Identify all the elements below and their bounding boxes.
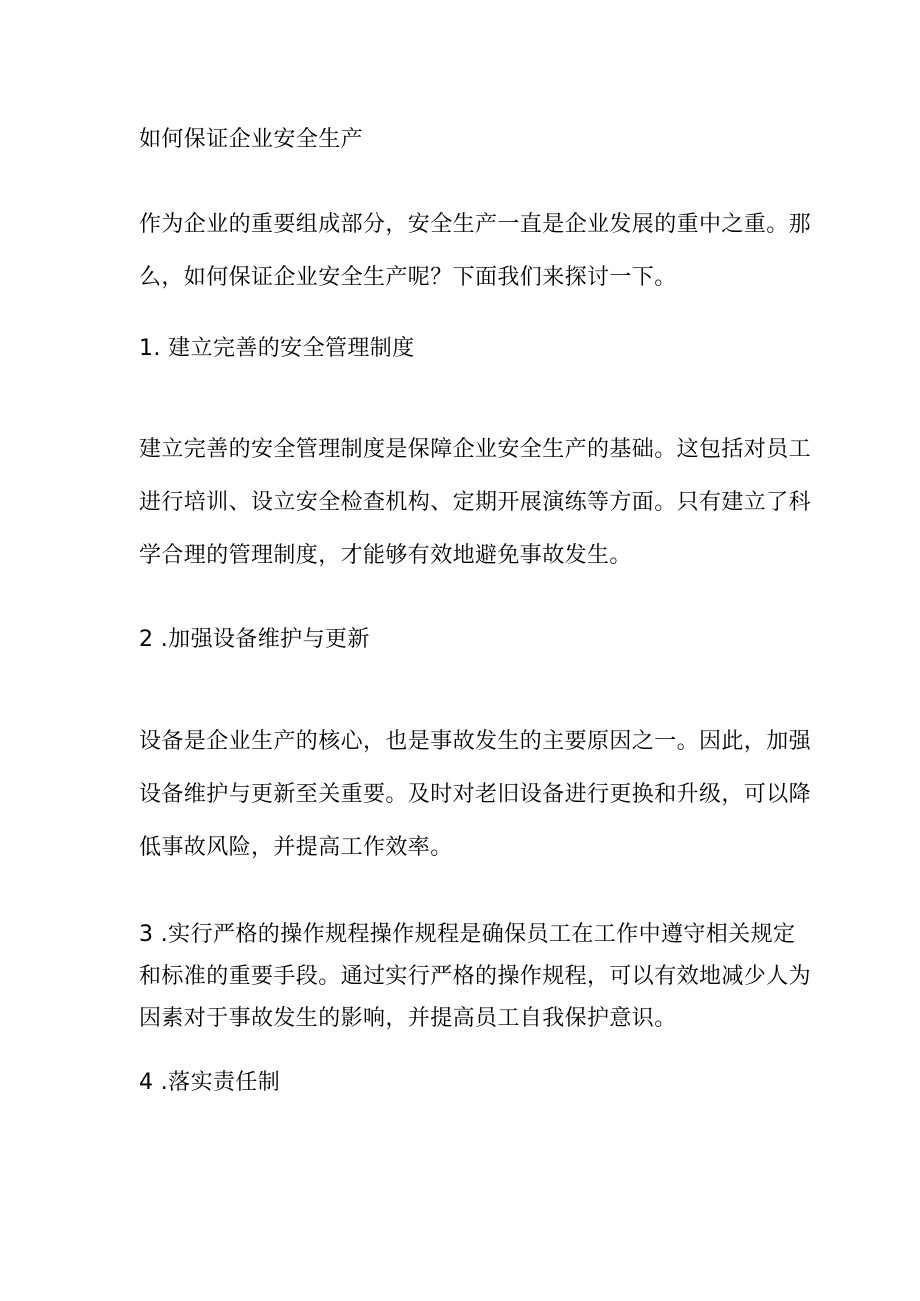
paragraph-line: 和标准的重要手段。通过实行严格的操作规程，可以有效地减少人为 bbox=[139, 964, 812, 989]
paragraph-line: 设备是企业生产的核心，也是事故发生的主要原因之一。因此，加强 bbox=[139, 729, 812, 754]
document-title: 如何保证企业安全生产 bbox=[139, 127, 364, 152]
paragraph-line: 低事故风险，并提高工作效率。 bbox=[139, 835, 453, 860]
section-heading-4: 4 .落实责任制 bbox=[139, 1070, 281, 1095]
section-paragraph-3 bbox=[139, 914, 812, 1040]
paragraph-line: 学合理的管理制度，才能够有效地避免事故发生。 bbox=[139, 543, 632, 568]
paragraph-line: 建立完善的安全管理制度是保障企业安全生产的基础。这包括对员工 bbox=[139, 437, 812, 462]
section-paragraph-2 bbox=[139, 715, 812, 874]
section-heading-1: 1. 建立完善的安全管理制度 bbox=[139, 336, 415, 361]
intro-paragraph bbox=[139, 198, 812, 304]
paragraph-line: 3 .实行严格的操作规程操作规程是确保员工在工作中遵守相关规定 bbox=[139, 922, 796, 947]
section-heading-2: 2 .加强设备维护与更新 bbox=[139, 627, 370, 652]
paragraph-line: 因素对于事故发生的影响，并提高员工自我保护意识。 bbox=[139, 1006, 677, 1031]
section-paragraph-1 bbox=[139, 423, 812, 582]
intro-line: 么，如何保证企业安全生产呢？下面我们来探讨一下。 bbox=[139, 265, 677, 290]
intro-line: 作为企业的重要组成部分，安全生产一直是企业发展的重中之重。那 bbox=[139, 212, 812, 237]
paragraph-line: 进行培训、设立安全检查机构、定期开展演练等方面。只有建立了科 bbox=[139, 490, 812, 515]
paragraph-line: 设备维护与更新至关重要。及时对老旧设备进行更换和升级，可以降 bbox=[139, 782, 812, 807]
